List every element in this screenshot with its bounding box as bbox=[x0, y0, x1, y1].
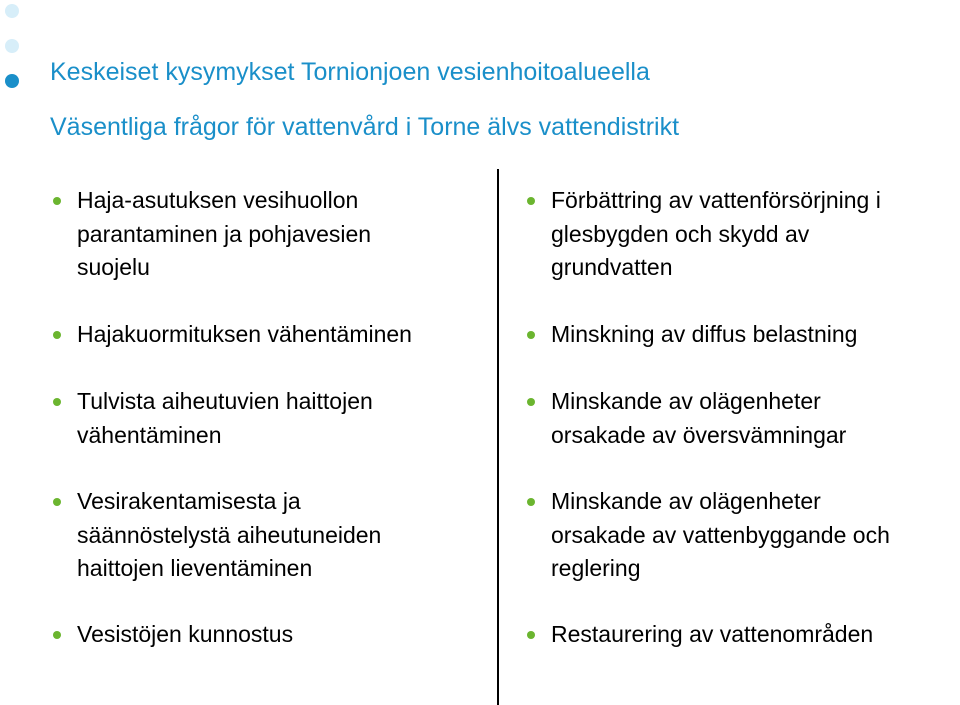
finnish-list-item-line: Tulvista aiheutuvien haittojen bbox=[77, 388, 373, 414]
finnish-bullet-icon bbox=[53, 197, 61, 205]
swedish-list-item-line: glesbygden och skydd av bbox=[551, 220, 810, 247]
decorative-dot-middle bbox=[5, 39, 19, 53]
swedish-list-item-line: Minskande av olägenheter bbox=[551, 488, 821, 514]
finnish-bullet-icon bbox=[53, 398, 61, 406]
swedish-bullet-icon bbox=[527, 498, 535, 506]
decorative-dot-top bbox=[5, 4, 19, 18]
decorative-dot-bottom bbox=[5, 74, 19, 88]
finnish-list-item-line: suojelu bbox=[77, 254, 150, 280]
finnish-list-item bbox=[77, 318, 412, 352]
swedish-bullet-icon bbox=[527, 631, 535, 639]
finnish-list-item-line: haittojen lieventäminen bbox=[77, 555, 313, 581]
swedish-list-item-line: reglering bbox=[551, 555, 641, 581]
swedish-list-item bbox=[551, 385, 846, 452]
swedish-list-item bbox=[551, 184, 881, 285]
finnish-list-item-line: Vesistöjen kunnostus bbox=[77, 621, 294, 647]
title-swedish: Väsentliga frågor för vattenvård i Torne älvs vattendistrikt bbox=[50, 113, 680, 141]
swedish-list-item-line: orsakade av vattenbyggande och bbox=[551, 521, 890, 548]
finnish-list-item-line: parantaminen ja pohjavesien bbox=[77, 220, 372, 247]
swedish-list-item-line: Minskning av diffus belastning bbox=[551, 321, 858, 347]
swedish-list-item-line: Restaurering av vattenområden bbox=[551, 621, 874, 647]
swedish-list-item-line: Förbättring av vattenförsörjning i bbox=[551, 187, 881, 213]
finnish-list-item-line: Hajakuormituksen vähentäminen bbox=[77, 321, 412, 347]
finnish-list-item bbox=[77, 485, 381, 586]
finnish-list-item bbox=[77, 184, 371, 285]
swedish-list-item bbox=[551, 485, 890, 586]
finnish-bullet-icon bbox=[53, 631, 61, 639]
finnish-list-item-line: Vesirakentamisesta ja bbox=[77, 488, 301, 514]
finnish-list-item bbox=[77, 385, 373, 452]
finnish-list-item-line: Haja-asutuksen vesihuollon bbox=[77, 187, 359, 213]
swedish-list-item bbox=[551, 318, 857, 352]
swedish-list-item-line: Minskande av olägenheter bbox=[551, 388, 821, 414]
swedish-bullet-icon bbox=[527, 398, 535, 406]
swedish-bullet-icon bbox=[527, 197, 535, 205]
swedish-bullet-icon bbox=[527, 331, 535, 339]
finnish-list-item-line: säännöstelystä aiheutuneiden bbox=[77, 521, 382, 548]
swedish-list-item bbox=[551, 618, 873, 652]
swedish-list-item-line: orsakade av översvämningar bbox=[551, 421, 847, 448]
title-finnish: Keskeiset kysymykset Tornionjoen vesienhoitoalueella bbox=[50, 58, 650, 86]
finnish-bullet-icon bbox=[53, 498, 61, 506]
finnish-list-item-line: vähentäminen bbox=[77, 421, 222, 448]
column-divider bbox=[497, 169, 499, 705]
finnish-list-item bbox=[77, 618, 293, 652]
finnish-bullet-icon bbox=[53, 331, 61, 339]
swedish-list-item-line: grundvatten bbox=[551, 254, 673, 280]
